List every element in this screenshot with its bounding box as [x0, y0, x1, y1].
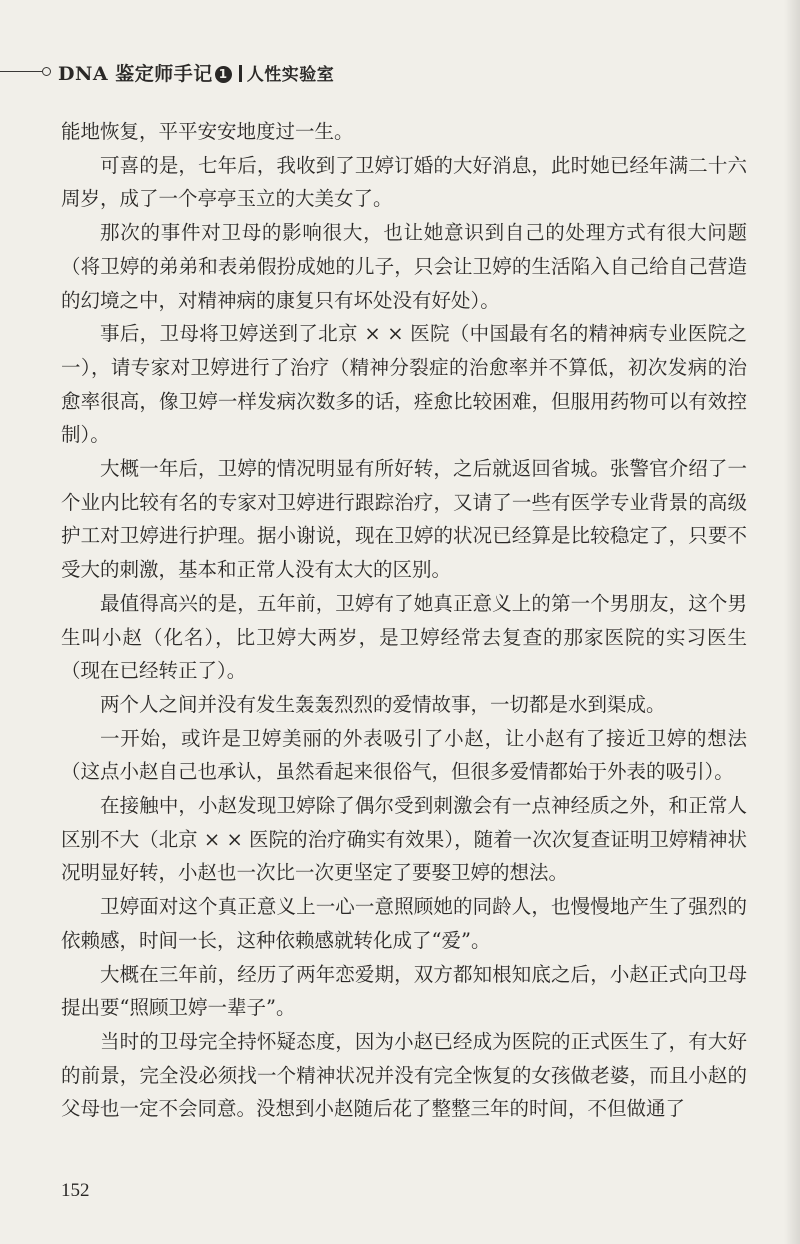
paragraph: 当时的卫母完全持怀疑态度，因为小赵已经成为医院的正式医生了，有大好的前景，完全没必须找一个精神状况并没有完全恢复的女孩做老婆，而且小赵的父母也一定不会同意。没想到小赵随后花了整整三年的时间，不但做通了	[61, 1029, 747, 1121]
header-circle-icon	[42, 67, 51, 76]
paragraph: 能地恢复，平平安安地度过一生。	[61, 120, 354, 143]
running-header	[0, 58, 520, 84]
paragraph: 一开始，或许是卫婷美丽的外表吸引了小赵，让小赵有了接近卫婷的想法（这点小赵自己也承认，虽然看起来很俗气，但很多爱情都始于外表的吸引）。	[61, 726, 747, 784]
paragraph: 最值得高兴的是，五年前，卫婷有了她真正意义上的第一个男朋友，这个男生叫小赵（化名），比卫婷大两岁，是卫婷经常去复查的那家医院的实习医生（现在已经转正了）。	[61, 591, 747, 683]
paragraph: 卫婷面对这个真正意义上一心一意照顾她的同龄人，也慢慢地产生了强烈的依赖感，时间一长，这种依赖感就转化成了“爱”。	[61, 895, 747, 952]
header-subtitle: 人性实验室	[246, 65, 335, 85]
paragraph: 那次的事件对卫母的影响很大，也让她意识到自己的处理方式有很大问题（将卫婷的弟弟和表弟假扮成她的儿子，只会让卫婷的生活陷入自己给自己营造的幻境之中，对精神病的康复只有坏处没有好处）。	[61, 221, 747, 312]
header-book-title: DNA 鉴定师手记	[58, 63, 213, 85]
paragraph: 事后，卫母将卫婷送到了北京 × × 医院（中国最有名的精神病专业医院之一），请专家对卫婷进行了治疗（精神分裂症的治愈率并不算低，初次发病的治愈率很高，像卫婷一样发病次数多的话，痊愈比较困难，但服用药物可以有效控制）。	[61, 322, 747, 447]
paragraph: 两个人之间并没有发生轰轰烈烈的爱情故事，一切都是水到渠成。	[100, 692, 666, 716]
header-volume-number: 1	[215, 66, 232, 83]
header-book-title-line	[58, 59, 334, 86]
page-spine-shadow	[784, 0, 800, 1244]
paragraph: 大概一年后，卫婷的情况明显有所好转，之后就返回省城。张警官介绍了一个业内比较有名的专家对卫婷进行跟踪治疗，又请了一些有医学专业背景的高级护工对卫婷进行护理。据小谢说，现在卫婷的状况已经算是比较稳定了，只要不受大的刺激，基本和正常人没有太大的区别。	[61, 457, 747, 582]
paragraph: 在接触中，小赵发现卫婷除了偶尔受到刺激会有一点神经质之外，和正常人区别不大（北京 × × 医院的治疗确实有效果），随着一次次复查证明卫婷精神状况明显好转，小赵也一次比一次更坚定了要娶卫婷的想法。	[61, 794, 747, 885]
body-text	[61, 115, 747, 1126]
paragraph: 大概在三年前，经历了两年恋爱期，双方都知根知底之后，小赵正式向卫母提出要“照顾卫婷一辈子”。	[61, 962, 747, 1020]
page-number: 152	[61, 1180, 90, 1201]
header-rule	[0, 71, 42, 72]
header-separator	[239, 65, 242, 82]
paragraph: 可喜的是，七年后，我收到了卫婷订婚的大好消息，此时她已经年满二十六周岁，成了一个亭亭玉立的大美女了。	[61, 153, 747, 211]
